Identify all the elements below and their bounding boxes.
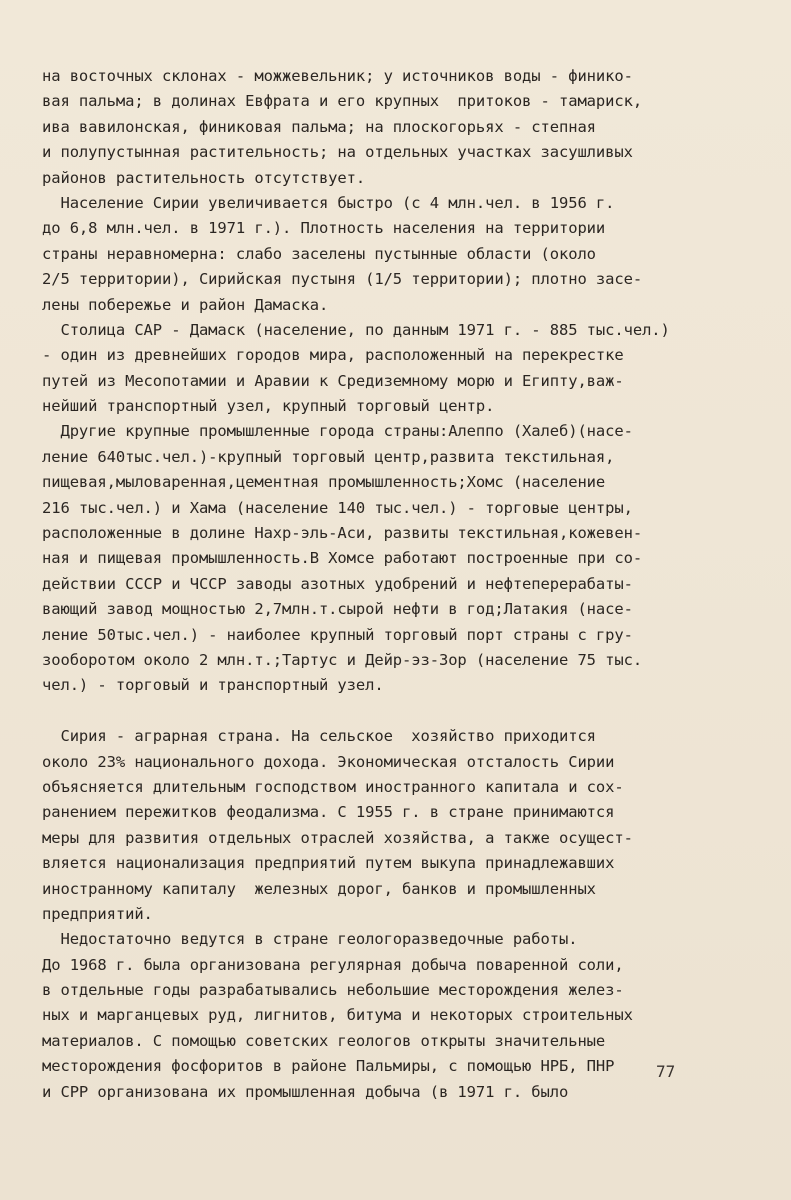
text-line: Другие крупные промышленные города страны:Алеппо (Халеб)(насе-	[42, 422, 633, 441]
text-line: ранением пережитков феодализма. С 1955 г. в стране принимаются	[42, 803, 615, 822]
text-line: нейший транспортный узел, крупный торговый центр.	[42, 397, 495, 416]
page-number: 77	[656, 1062, 676, 1081]
text-line: в отдельные годы разрабатывались небольшие месторождения желез-	[42, 981, 624, 1000]
text-line: чел.) - торговый и транспортный узел.	[42, 676, 384, 695]
text-line: пищевая,мыловаренная,цементная промышленность;Хомс (население	[42, 473, 606, 492]
text-line: До 1968 г. была организована регулярная добыча поваренной соли,	[42, 955, 624, 974]
text-line: иностранному капиталу железных дорог, банков и промышленных	[42, 879, 596, 898]
text-line: Недостаточно ведутся в стране геологоразведочные работы.	[42, 930, 578, 949]
text-line: вающий завод мощностью 2,7млн.т.сырой нефти в год;Латакия (насе-	[42, 600, 633, 619]
text-line: лены побережье и район Дамаска.	[42, 295, 329, 314]
text-line: страны неравномерна: слабо заселены пустынные области (около	[42, 244, 596, 263]
text-line: до 6,8 млн.чел. в 1971 г.). Плотность населения на территории	[42, 219, 606, 238]
text-line: районов растительность отсутствует.	[42, 168, 366, 187]
text-line: Сирия - аграрная страна. На сельское хозяйство приходится	[42, 727, 596, 746]
text-line: около 23% национального дохода. Экономическая отсталость Сирии	[42, 752, 615, 771]
text-line: действии СССР и ЧССР заводы азотных удобрений и нефтеперерабаты-	[42, 574, 633, 593]
text-line: 216 тыс.чел.) и Хама (население 140 тыс.чел.) - торговые центры,	[42, 498, 633, 517]
text-line: на восточных склонах - можжевельник; у источников воды - финико-	[42, 67, 633, 85]
text-line: зооборотом около 2 млн.т.;Тартус и Дейр-эз-Зор (население 75 тыс.	[42, 650, 643, 669]
text-line: материалов. С помощью советских геологов открыты значительные	[42, 1031, 606, 1050]
text-line: Столица САР - Дамаск (население, по данным 1971 г. - 885 тыс.чел.)	[42, 320, 670, 339]
text-line: ных и марганцевых руд, лигнитов, битума и некоторых строительных	[42, 1006, 633, 1025]
text-line: ление 640тыс.чел.)-крупный торговый центр,развита текстильная,	[42, 447, 615, 466]
text-line: и полупустынная растительность; на отдельных участках засушливых	[42, 143, 633, 162]
text-line: - один из древнейших городов мира, расположенный на перекрестке	[42, 346, 624, 365]
text-section-2	[42, 724, 742, 1105]
body-text	[42, 64, 742, 1105]
text-line: ление 50тыс.чел.) - наиболее крупный торговый порт страны с гру-	[42, 625, 633, 644]
text-line: 2/5 территории), Сирийская пустыня (1/5 территории); плотно засе-	[42, 270, 643, 289]
text-line: ива вавилонская, финиковая пальма; на плоскогорьях - степная	[42, 117, 596, 136]
text-line: ная и пищевая промышленность.В Хомсе работают построенные при со-	[42, 549, 643, 568]
text-line: расположенные в долине Нахр-эль-Аси, развиты текстильная,кожевен-	[42, 524, 643, 543]
text-line: вая пальма; в долинах Евфрата и его крупных притоков - тамариск,	[42, 92, 643, 111]
text-line: объясняется длительным господством иностранного капитала и сох-	[42, 777, 624, 796]
text-line: путей из Месопотамии и Аравии к Средиземному морю и Египту,важ-	[42, 371, 624, 390]
text-line: и СРР организована их промышленная добыча (в 1971 г. было	[42, 1082, 569, 1101]
paragraph-gap	[42, 699, 742, 724]
text-section-1	[42, 64, 742, 699]
text-line: предприятий.	[42, 904, 153, 923]
text-line: меры для развития отдельных отраслей хозяйства, а также осущест-	[42, 828, 633, 847]
text-line: Население Сирии увеличивается быстро (с 4 млн.чел. в 1956 г.	[42, 193, 615, 212]
text-line: вляется национализация предприятий путем выкупа принадлежавших	[42, 854, 615, 873]
text-line: месторождения фосфоритов в районе Пальмиры, с помощью НРБ, ПНР	[42, 1057, 615, 1076]
